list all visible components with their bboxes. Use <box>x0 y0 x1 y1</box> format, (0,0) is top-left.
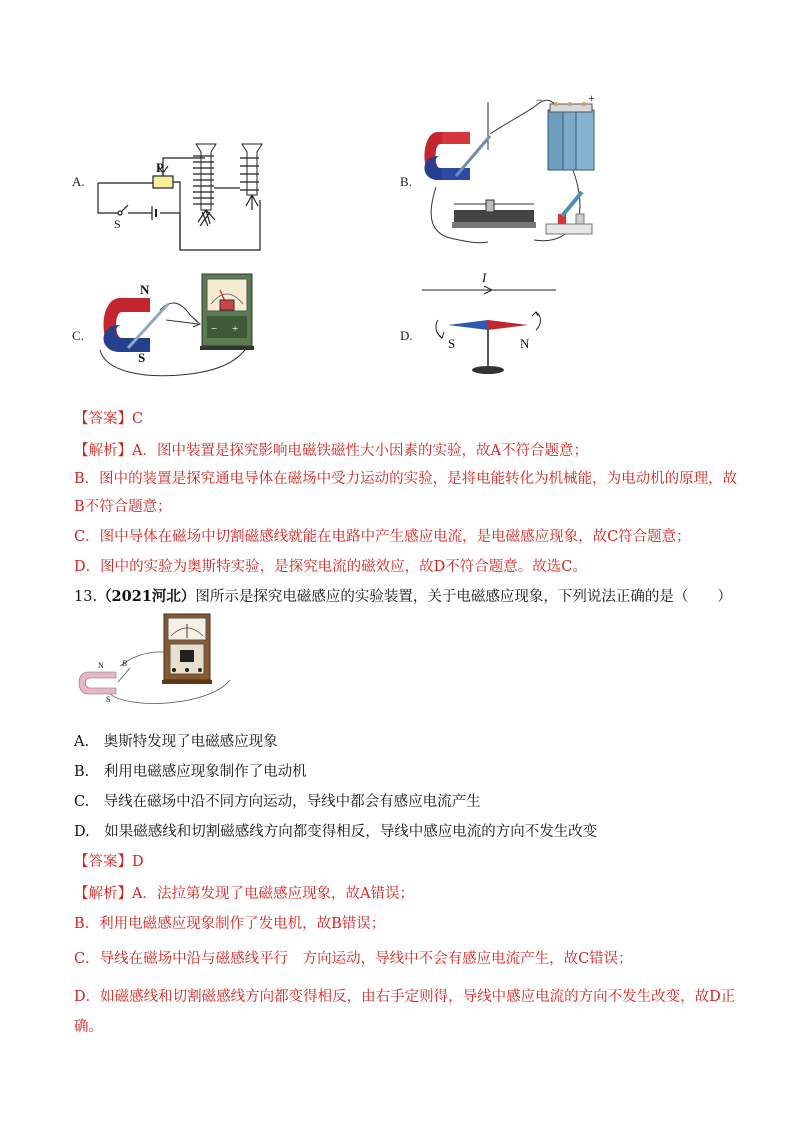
figure-c-s-label: S <box>138 350 146 365</box>
q13-answer-value: D <box>132 854 144 870</box>
q13-option-b: B. 利用电磁感应现象制作了电动机 <box>74 764 307 780</box>
q13-analysis-d1: D．如磁感线和切割磁感线方向都变得相反，由右手定则得，导线中感应电流的方向不发生改变，故D正 <box>74 989 736 1005</box>
q12-analysis-a <box>74 440 588 462</box>
figure-d-label: D. <box>400 328 413 343</box>
figure-b <box>398 92 608 252</box>
electromagnet-circuit-diagram <box>70 140 270 255</box>
q12-answer-tag: 【答案】 <box>74 411 132 427</box>
figure-d-n-label: N <box>520 336 530 351</box>
q13-option-d: D. 如果磁感线和切割磁感线方向都变得相反，导线中感应电流的方向不发生改变 <box>74 824 598 840</box>
q13-figure-n-label: N <box>98 661 104 670</box>
q13-figure <box>70 610 250 710</box>
q13-option-a: A. 奥斯特发现了电磁感应现象 <box>74 734 278 750</box>
figure-a <box>70 140 270 255</box>
q13-stem <box>74 586 732 608</box>
q13-option-c: C. 导线在磁场中沿不同方向运动，导线中都会有感应电流产生 <box>74 794 481 810</box>
q13-analysis-d2: 确。 <box>74 1019 103 1035</box>
figure-b-plus: + <box>588 92 595 105</box>
figure-b-label: B. <box>400 174 412 189</box>
q13-figure-s-label: S <box>106 695 111 704</box>
figure-d-current-label: I <box>482 270 487 285</box>
figure-d <box>398 270 578 385</box>
q13-stem-text: 图所示是探究电磁感应的实验装置，关于电磁感应现象，下列说法正确的是（ ） <box>195 589 732 605</box>
q12-analysis-b1: B．图中的装置是探究通电导体在磁场中受力运动的实验，是将电能转化为机械能，为电动机的原理，故 <box>74 471 738 487</box>
figure-a-label: A. <box>72 174 85 189</box>
q13-analysis-a <box>74 883 414 905</box>
motor-principle-diagram <box>398 92 608 252</box>
q13-analysis-b: B．利用电磁感应现象制作了发电机，故B错误； <box>74 916 386 932</box>
q12-answer-value: C <box>132 411 144 427</box>
q13-answer <box>74 851 144 873</box>
q13-analysis-tag: 【解析】 <box>74 886 132 902</box>
figure-a-p-label: P <box>156 160 164 175</box>
figure-c <box>70 270 280 390</box>
oersted-experiment-diagram <box>398 270 578 385</box>
figure-c-meter-plus: + <box>232 323 239 335</box>
q12-analysis-b2: B不符合题意； <box>74 499 172 515</box>
figure-c-n-label: N <box>140 282 150 297</box>
q12-analysis-c: C．图中导体在磁场中切割磁感线就能在电路中产生感应电流，是电磁感应现象，故C符合题意； <box>74 529 691 545</box>
figure-b-minus: − <box>536 93 543 107</box>
figure-a-s-label: S <box>114 217 121 231</box>
q13-source: （2021河北） <box>97 588 196 605</box>
q13-answer-tag: 【答案】 <box>74 854 132 870</box>
q13-analysis-c: C．导线在磁场中沿与磁感线平行 方向运动，导线中不会有感应电流产生，故C错误； <box>74 951 633 967</box>
figure-c-label: C. <box>72 328 84 343</box>
electromagnetic-induction-diagram <box>70 270 280 390</box>
q12-answer <box>74 408 143 430</box>
q12-analysis-d: D．图中的实验为奥斯特实验，是探究电流的磁效应，故D不符合题意。故选C。 <box>74 559 587 575</box>
figure-d-s-label: S <box>448 336 456 351</box>
q13-analysis-a-text: A．法拉第发现了电磁感应现象，故A错误； <box>132 886 414 902</box>
figure-c-meter-minus: − <box>211 323 218 335</box>
q12-analysis-a-text: A．图中装置是探究影响电磁铁磁性大小因素的实验，故A不符合题意； <box>132 443 588 459</box>
q13-number: 13. <box>74 589 98 605</box>
q13-figure-b-label: B <box>122 659 127 668</box>
q13-induction-apparatus <box>70 610 250 710</box>
q12-analysis-tag: 【解析】 <box>74 443 132 459</box>
